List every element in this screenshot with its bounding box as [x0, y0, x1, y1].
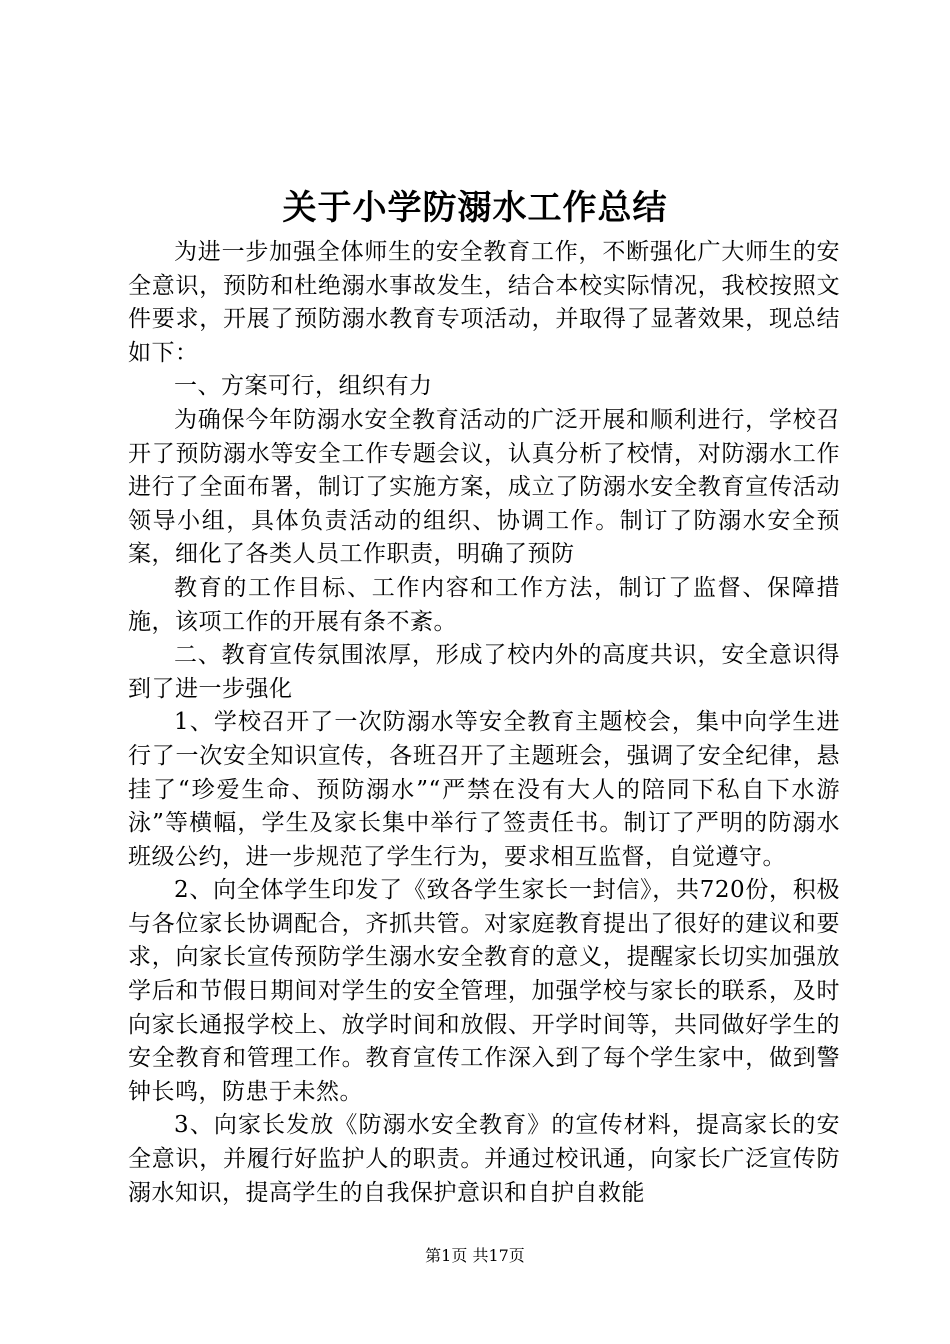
page-number-footer: 第1页 共17页 [425, 1246, 525, 1265]
heading-section-1: 一、方案可行，组织有力 [174, 373, 433, 400]
paragraph-section-1-continued: 教育的工作目标、工作内容和工作方法，制订了监督、保障措施，该项工作的开展有条不紊。 [128, 574, 840, 635]
document-title: 关于小学防溺水工作总结 [282, 188, 668, 228]
document-body [128, 236, 840, 1210]
paragraph-item-2: 2、向全体学生印发了《致各学生家长一封信》，共720份，积极与各位家长协调配合，齐抓共管。对家庭教育提出了很好的建议和要求，向家长宣传预防学生溺水安全教育的意义，提醒家长切实加强放学后和节假日期间对学生的安全管理，加强学校与家长的联系，及时向家长通报学校上、放学时间和放假、开学时间等，共同做好学生的安全教育和管理工作。教育宣传工作深入到了每个学生家中，做到警钟长鸣，防患于未然。 [128, 877, 840, 1105]
paragraph-item-1: 1、学校召开了一次防溺水等安全教育主题校会，集中向学生进行了一次安全知识宣传，各班召开了主题班会，强调了安全纪律，悬挂了“珍爱生命、预防溺水”“严禁在没有大人的陪同下私自下水游泳”等横幅，学生及家长集中举行了签责任书。制订了严明的防溺水班级公约，进一步规范了学生行为，要求相互监督，自觉遵守。 [128, 709, 840, 870]
heading-section-2: 二、教育宣传氛围浓厚，形成了校内外的高度共识，安全意识得到了进一步强化 [128, 642, 840, 702]
paragraph-item-3: 3、向家长发放《防溺水安全教育》的宣传材料，提高家长的安全意识，并履行好监护人的职责。并通过校讯通，向家长广泛宣传防溺水知识，提高学生的自我保护意识和自护自救能 [128, 1112, 840, 1206]
paragraph-intro: 为进一步加强全体师生的安全教育工作，不断强化广大师生的安全意识，预防和杜绝溺水事故发生，结合本校实际情况，我校按照文件要求，开展了预防溺水教育专项活动，并取得了显著效果，现总结如下： [128, 239, 840, 366]
paragraph-section-1: 为确保今年防溺水安全教育活动的广泛开展和顺利进行，学校召开了预防溺水等安全工作专题会议，认真分析了校情，对防溺水工作进行了全面布署，制订了实施方案，成立了防溺水安全教育宣传活动领导小组，具体负责活动的组织、协调工作。制订了防溺水安全预案，细化了各类人员工作职责，明确了预防 [128, 406, 840, 568]
